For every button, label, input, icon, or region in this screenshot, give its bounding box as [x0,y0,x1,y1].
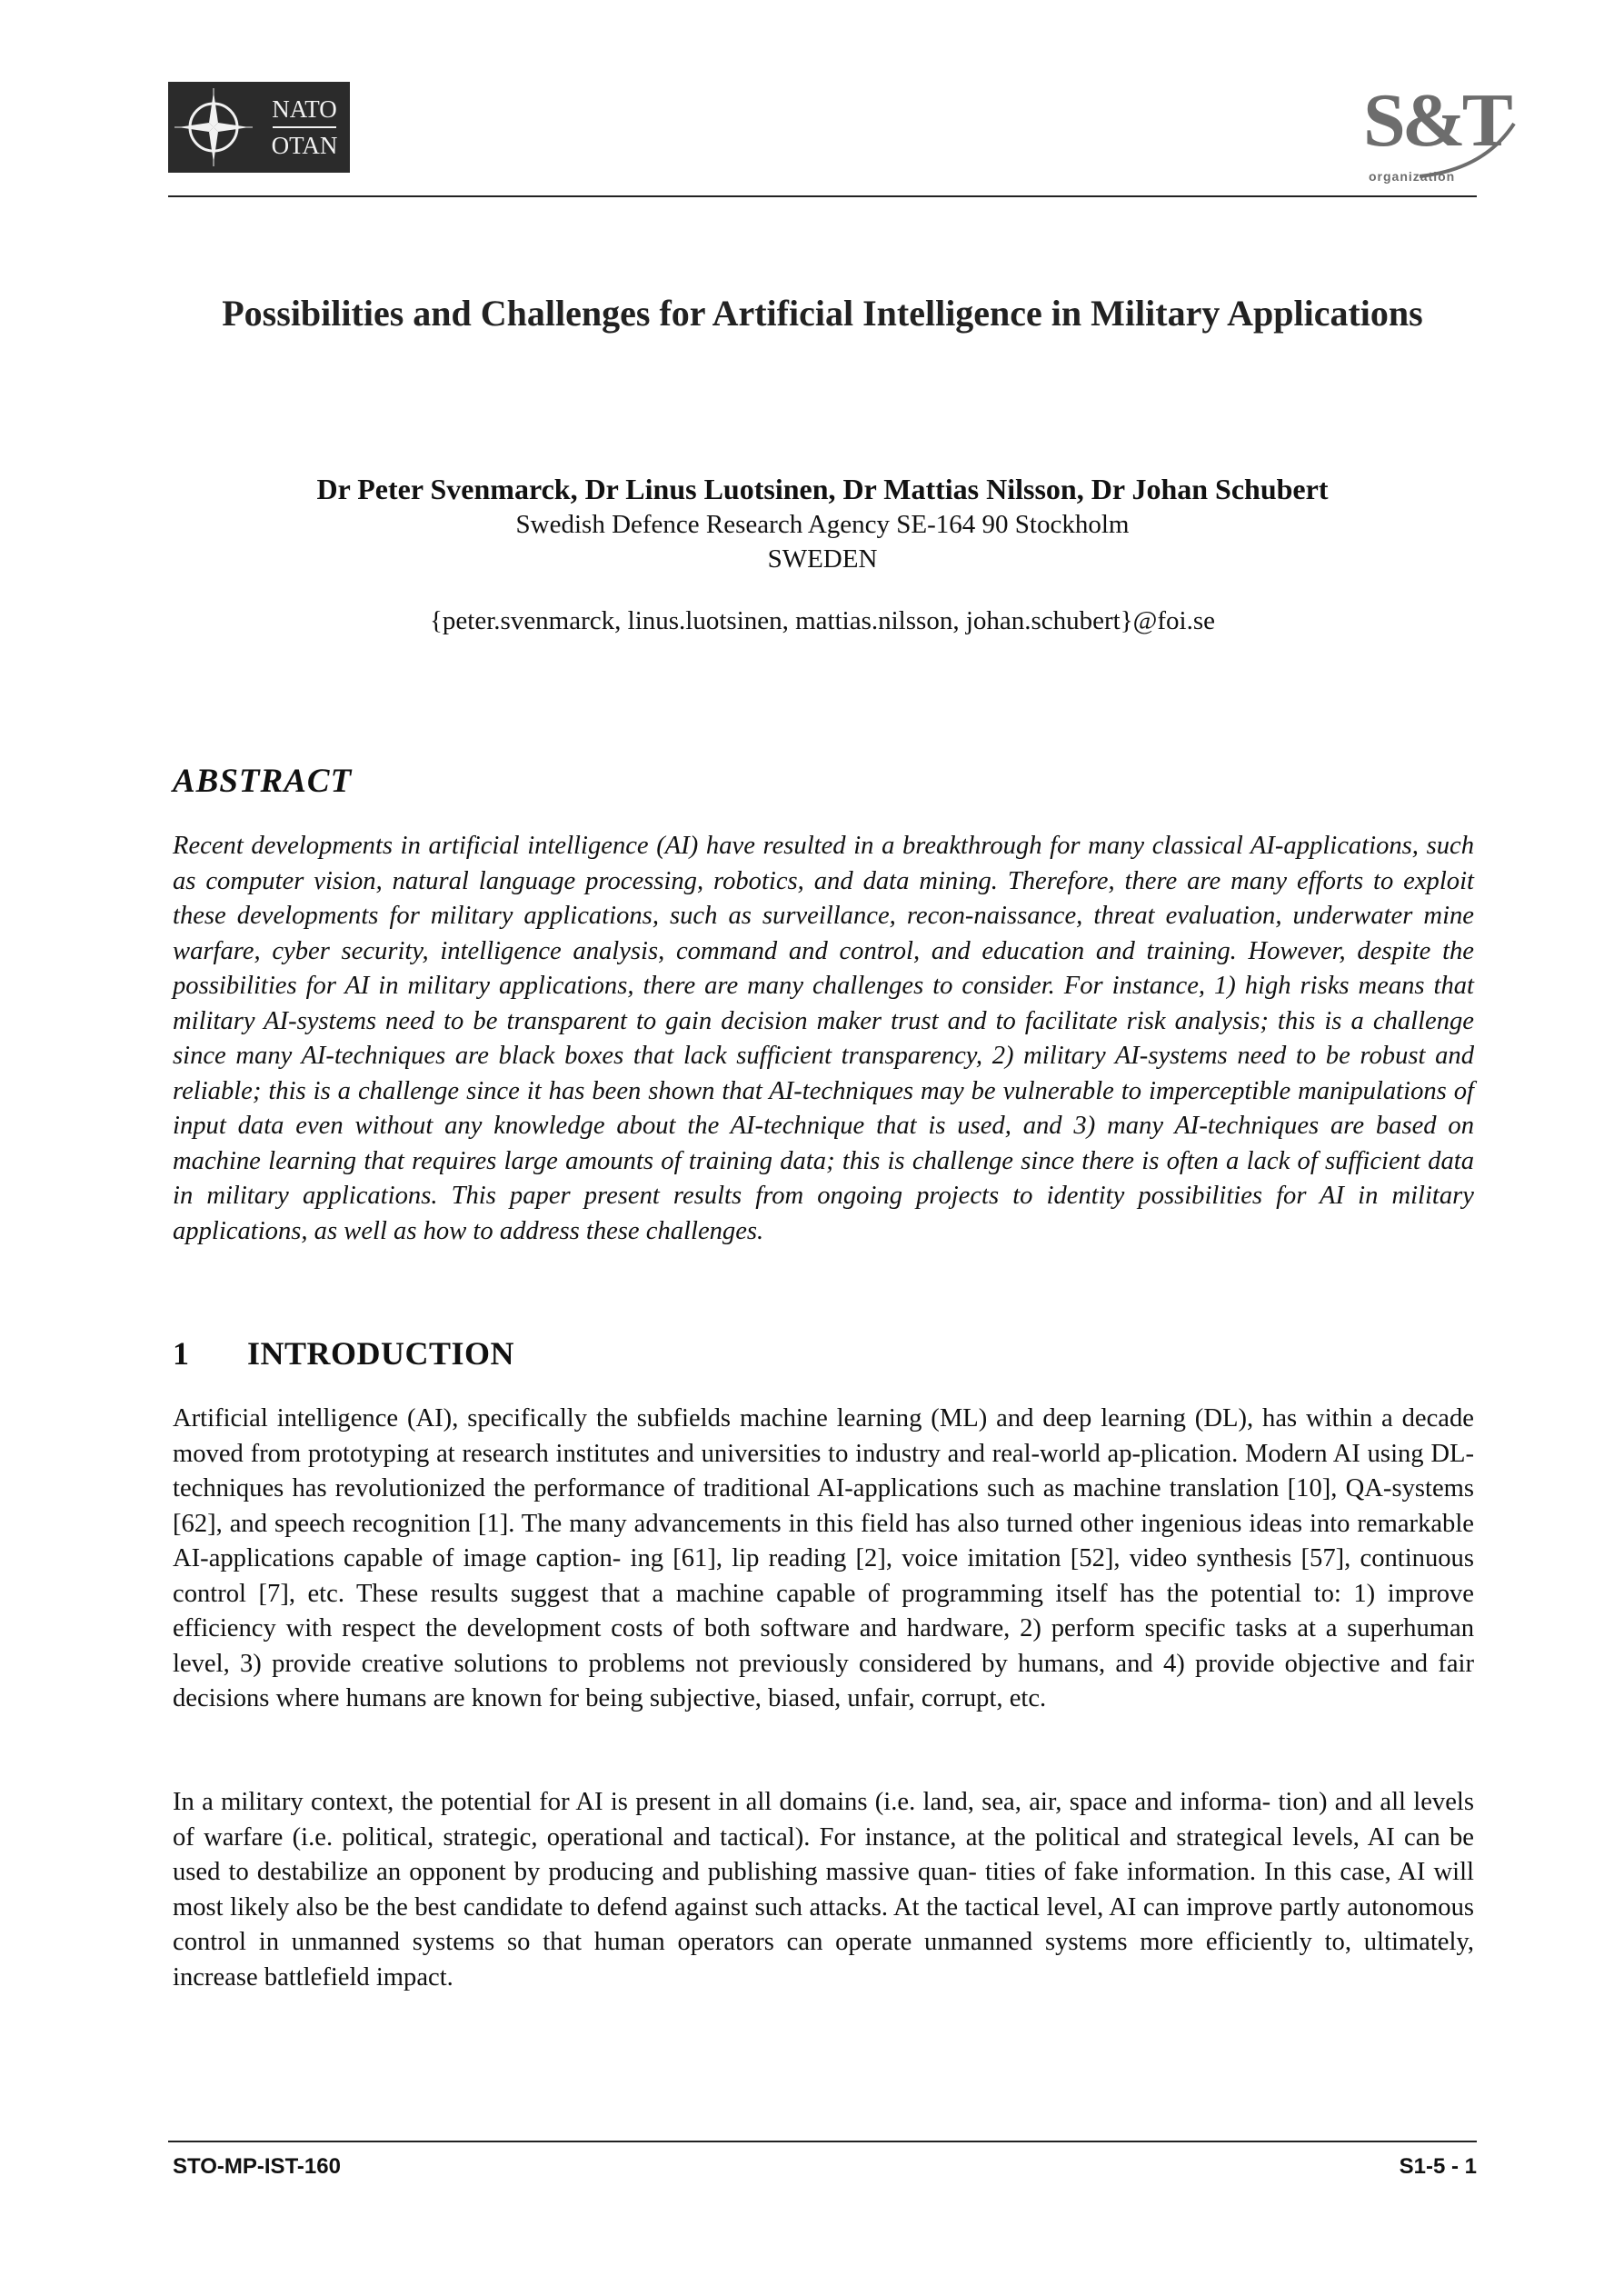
section-heading-introduction [173,1334,514,1373]
author-list: Dr Peter Svenmarck, Dr Linus Luotsinen, Dr Mattias Nilsson, Dr Johan Schubert [316,473,1329,505]
intro-paragraph-2: In a military context, the potential for AI is present in all domains (i.e. land, sea, air, space and informa- tion) and all levels of warfare (i.e. political, strategic, operational and tactical). For instance, at the political and strategical levels, AI can be used to destabilize an opponent by producing and publishing massive quan- tities of fake information. In this case, AI will most likely also be the best candidate to defend against such attacks. At the tactical level, AI can improve partly autonomous control in unmanned systems so that human operators can operate unmanned systems more efficiently to, ultimately, increase battlefield impact. [173,1788,1474,1992]
affiliation: Swedish Defence Research Agency SE-164 90 Stockholm [515,510,1130,539]
abstract-heading: ABSTRACT [173,763,353,800]
abstract-text: Recent developments in artificial intelligence (AI) have resulted in a breakthrough for many classical AI-applications, such as computer vision, natural language processing, robotics, and data mining. Therefore, there are many efforts to exploit these developments for military applications, such as surveillance, recon-naissance, threat evaluation, underwater mine warfare, cyber security, intelligence analysis, command and control, and education and training. However, despite the possibilities for AI in military applications, there are many challenges to consider. For instance, 1) high risks means that military AI-systems need to be transparent to gain decision maker trust and to facilitate risk analysis; this is a challenge since many AI-techniques are black boxes that lack sufficient transparency, 2) military AI-systems need to be robust and reliable; this is a challenge since it has been shown that AI-techniques may be vulnerable to imperceptible manipulations of input data even without any knowledge about the AI-technique that is used, and 3) many AI-techniques are based on machine learning that requires large amounts of training data; this is challenge since there is often a lack of sufficient data in military applications. This paper present results from ongoing projects to identity possibilities for AI in military applications, as well as how to address these challenges. [173,832,1474,1245]
intro-paragraph-1: Artificial intelligence (AI), specifically the subfields machine learning (ML) and deep learning (DL), has within a decade moved from prototyping at research institutes and universities to industry and real-world ap-plication. Modern AI using DL-techniques has revolutionized the performance of traditional AI-applications such as machine translation [10], QA-systems [62], and speech recognition [1]. The many advancements in this field has also turned other ingenious ideas into remarkable AI-applications capable of image caption- ing [61], lip reading [2], voice imitation [52], video synthesis [57], continuous control [7], etc. These results suggest that a machine capable of programming itself has the potential to: 1) improve efficiency with respect the development costs of both software and hardware, 2) perform specific tasks at a superhuman level, 3) provide creative solutions to problems not previously considered by humans, and 4) provide objective and fair decisions where humans are known for being subjective, biased, unfair, corrupt, etc. [173,1404,1474,1712]
otan-logo-text: OTAN [271,132,338,159]
document-id: STO-MP-IST-160 [173,2154,341,2179]
nato-logo-text: NATO [272,95,337,123]
logo-divider [273,126,336,128]
footer-divider [168,2141,1477,2142]
page-header [0,0,1624,200]
page-number: S1-5 - 1 [1399,2154,1477,2179]
nato-compass-star-icon [168,82,259,173]
author-block [168,471,1477,638]
section-title: INTRODUCTION [247,1335,515,1372]
st-logo-subtitle: organization [1369,169,1456,184]
author-emails: {peter.svenmarck, linus.luotsinen, mattias.nilsson, johan.schubert}@foi.se [430,606,1215,635]
st-logo-mark: S&T [1363,78,1509,163]
st-organization-logo [1363,78,1509,187]
nato-otan-logo [168,82,350,173]
country: SWEDEN [767,544,878,574]
paper-title: Possibilities and Challenges for Artificial Intelligence in Military Applications [222,293,1423,334]
header-divider [168,195,1477,197]
section-number: 1 [173,1335,190,1372]
